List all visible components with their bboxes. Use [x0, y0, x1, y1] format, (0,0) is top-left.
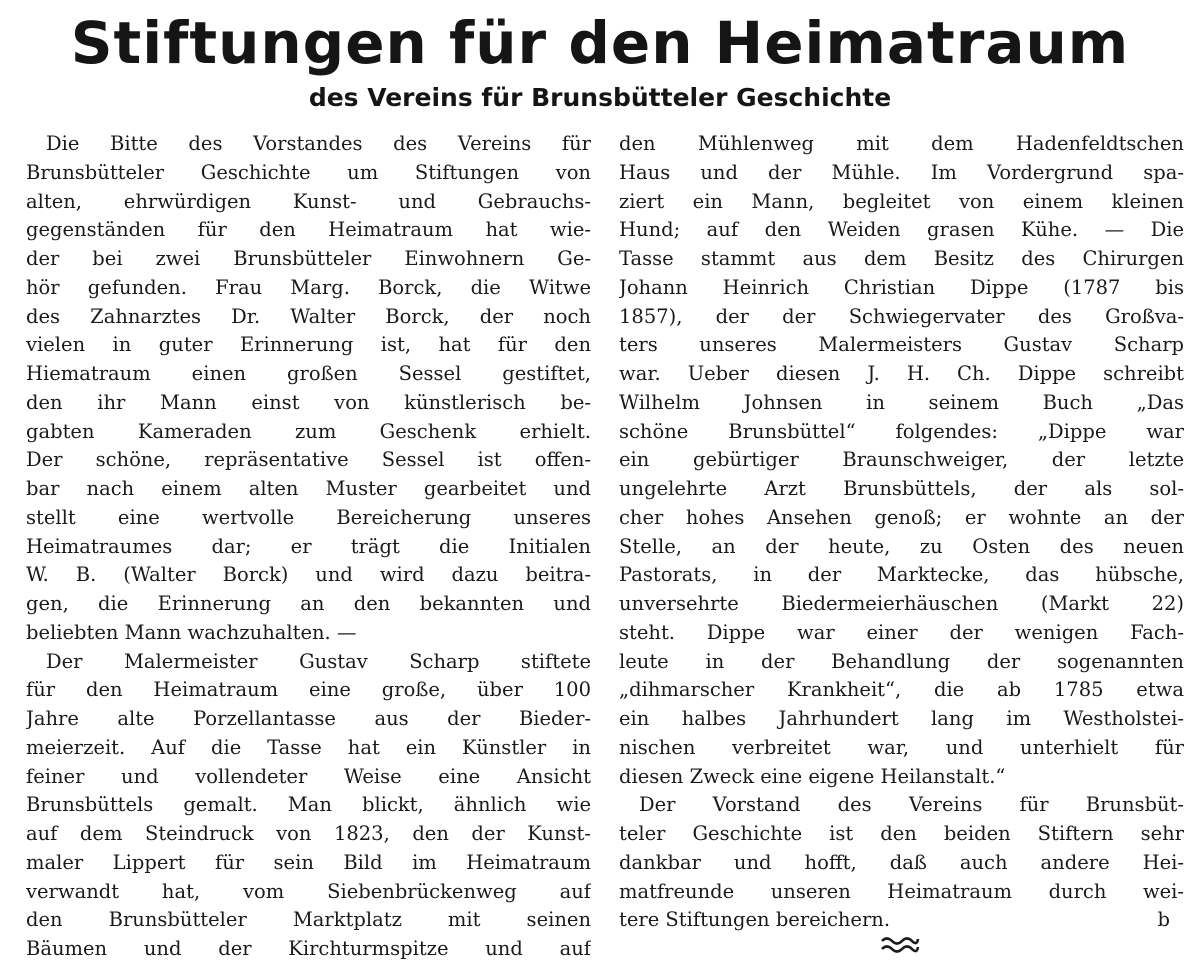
text-line: Jahre alte Porzellantasse aus der Bieder- [26, 707, 591, 730]
column-right [619, 130, 1184, 935]
text-line: Heimatraumes dar; er trägt die Initialen [26, 534, 591, 558]
text-line: den ihr Mann einst von künstlerisch be- [26, 390, 591, 414]
text-line: steht. Dippe war einer der wenigen Fach- [619, 620, 1184, 644]
text-line: war. Ueber diesen J. H. Ch. Dippe schreibt [619, 362, 1184, 385]
subheadline: des Vereins für Brunsbütteler Geschichte [308, 83, 892, 112]
wave-ornament-icon [880, 934, 920, 956]
text-line: der bei zwei Brunsbütteler Einwohnern Ge- [26, 247, 591, 270]
text-line: dankbar und hofft, daß auch andere Hei- [619, 850, 1184, 874]
text-line: W. B. (Walter Borck) und wird dazu beitra- [26, 563, 591, 587]
text-line: leute in der Behandlung der sogenannten [619, 649, 1184, 673]
text-line: Wilhelm Johnsen in seinem Buch „Das [619, 390, 1184, 414]
text-line: diesen Zweck eine eigene Heilanstalt.“ [619, 764, 1006, 788]
text-line-content: tere Stiftungen bereichern. [619, 908, 891, 932]
text-line: den Mühlenweg mit dem Hadenfeldtschen [619, 132, 1184, 155]
text-line [619, 906, 1184, 935]
text-line: unversehrte Biedermeierhäuschen (Markt 22) [619, 592, 1184, 615]
text-line: Der schöne, repräsentative Sessel ist offen- [26, 448, 591, 472]
text-line: vielen in guter Erinnerung ist, hat für den [26, 333, 591, 357]
text-line: cher hohes Ansehen genoß; er wohnte an der [619, 505, 1184, 529]
text-line: alten, ehrwürdigen Kunst- und Gebrauchs- [26, 189, 591, 213]
text-line: bar nach einem alten Muster gearbeitet und [26, 477, 591, 500]
text-line: gegenständen für den Heimatraum hat wie- [26, 218, 591, 242]
text-line: des Zahnarztes Dr. Walter Borck, der noch [26, 304, 591, 328]
text-line: Hiematraum einen großen Sessel gestiftet, [26, 362, 591, 385]
text-line: maler Lippert für sein Bild im Heimatraum [26, 850, 591, 874]
author-signature: b [1157, 908, 1170, 932]
text-line: ungelehrte Arzt Brunsbüttels, der als sol- [619, 477, 1184, 500]
text-line: verwandt hat, vom Siebenbrückenweg auf [26, 879, 591, 903]
text-line: beliebten Mann wachzuhalten. — [26, 620, 357, 644]
text-line: Hund; auf den Weiden grasen Kühe. — Die [619, 218, 1184, 242]
text-line: schöne Brunsbüttel“ folgendes: „Dippe war [619, 419, 1184, 443]
text-line: ters unseres Malermeisters Gustav Scharp [619, 333, 1184, 357]
text-line: teler Geschichte ist den beiden Stiftern sehr [619, 822, 1184, 845]
text-line: gen, die Erinnerung an den bekannten und [26, 592, 591, 615]
text-line: Der Malermeister Gustav Scharp stiftete [46, 649, 591, 673]
text-line: hör gefunden. Frau Marg. Borck, die Witwe [26, 275, 591, 299]
text-line: ziert ein Mann, begleitet von einem kleinen [619, 189, 1184, 213]
text-line: Der Vorstand des Vereins für Brunsbüt- [639, 793, 1184, 817]
text-line: ein halbes Jahrhundert lang im Westholstei- [619, 707, 1184, 730]
text-line: den Brunsbütteler Marktplatz mit seinen [26, 908, 591, 932]
text-line: „dihmarscher Krankheit“, die ab 1785 etwa [619, 678, 1184, 702]
column-left [26, 130, 591, 964]
text-line: ein gebürtiger Braunschweiger, der letzte [619, 448, 1184, 472]
text-line: Stelle, an der heute, zu Osten des neuen [619, 534, 1184, 558]
text-line: Tasse stammt aus dem Besitz des Chirurgen [619, 247, 1184, 270]
text-line: Bäumen und der Kirchturmspitze und auf [26, 937, 591, 960]
text-line: meierzeit. Auf die Tasse hat ein Künstler in [26, 735, 591, 759]
text-line: Johann Heinrich Christian Dippe (1787 bis [619, 275, 1184, 299]
text-line: Brunsbüttels gemalt. Man blickt, ähnlich wie [26, 793, 591, 817]
text-line: 1857), der der Schwiegervater des Großva- [619, 304, 1184, 328]
text-line: auf dem Steindruck von 1823, den der Kunst- [26, 822, 591, 845]
text-line: Die Bitte des Vorstandes des Vereins für [46, 132, 591, 155]
headline: Stiftungen für den Heimatraum [70, 9, 1130, 77]
text-line: Pastorats, in der Marktecke, das hübsche, [619, 563, 1184, 587]
text-line: gabten Kameraden zum Geschenk erhielt. [26, 419, 591, 443]
text-line: feiner und vollendeter Weise eine Ansicht [26, 764, 591, 788]
text-line: matfreunde unseren Heimatraum durch wei- [619, 879, 1184, 903]
text-line: Haus und der Mühle. Im Vordergrund spa- [619, 160, 1184, 184]
text-line: stellt eine wertvolle Bereicherung unseres [26, 505, 591, 529]
text-line: Brunsbütteler Geschichte um Stiftungen von [26, 160, 591, 184]
text-line: nischen verbreitet war, und unterhielt für [619, 735, 1184, 759]
text-line: für den Heimatraum eine große, über 100 [26, 678, 591, 702]
